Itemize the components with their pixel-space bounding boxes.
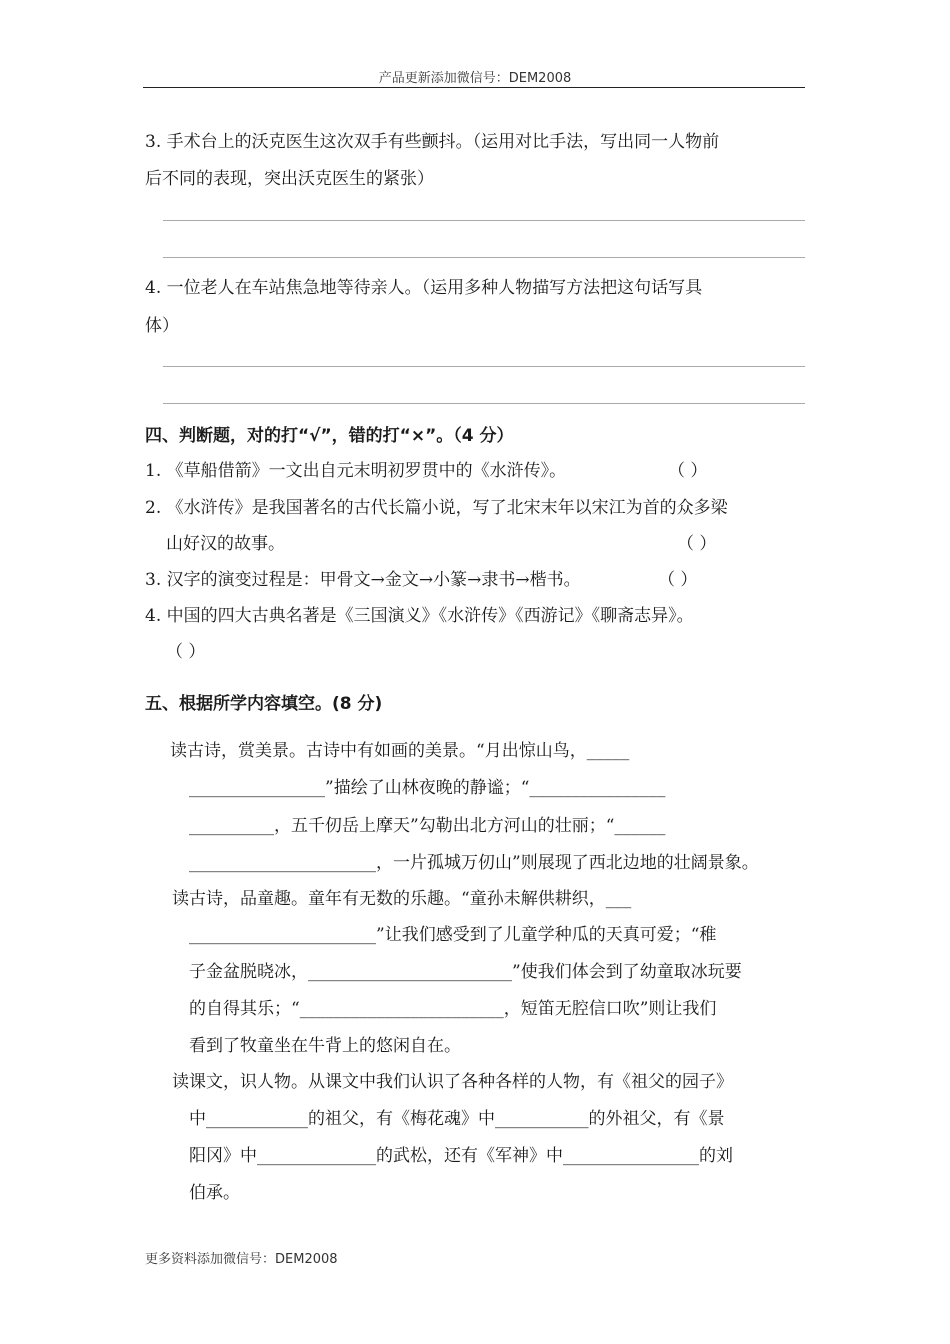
answer-line[interactable] [163, 257, 805, 258]
fill-line: __________，五千仞岳上摩天”勾勒出北方河山的壮丽；“______ [189, 816, 666, 836]
judge-item-1: 1. 《草船借箭》一文出自元末明初罗贯中的《水浒传》。 [145, 461, 567, 481]
fill-line: 伯承。 [189, 1183, 240, 1203]
judge-item-3: 3. 汉字的演变过程是：甲骨文→金文→小篆→隶书→楷书。 [145, 570, 581, 590]
fill-line: 读课文，识人物。从课文中我们认识了各种各样的人物，有《祖父的园子》 [172, 1072, 733, 1092]
answer-line[interactable] [163, 403, 805, 404]
judge-item-2-answer[interactable]: （ ） [677, 534, 717, 554]
judge-item-4-answer[interactable]: （ ） [166, 642, 206, 662]
question-4-line-2: 体） [145, 316, 179, 336]
fill-line: 子金盆脱晓冰，________________________”使我们体会到了幼童取冰玩要 [189, 962, 742, 982]
judge-item-2-line-1: 2. 《水浒传》是我国著名的古代长篇小说，写了北宋末年以宋江为首的众多梁 [145, 498, 728, 518]
fill-line: 读古诗，品童趣。童年有无数的乐趣。“童孙未解供耕织，___ [172, 889, 632, 909]
answer-line[interactable] [163, 220, 805, 221]
section-5-title: 五、根据所学内容填空。(8 分) [145, 694, 383, 714]
fill-line: 读古诗，赏美景。古诗中有如画的美景。“月出惊山鸟，_____ [170, 741, 630, 761]
fill-line: ______________________”让我们感受到了儿童学种瓜的天真可爱；“稚 [189, 925, 717, 945]
fill-line: 看到了牧童坐在牛背上的悠闲自在。 [189, 1036, 461, 1056]
fill-line: 阳冈》中______________的武松，还有《军神》中________________的刘 [189, 1146, 733, 1166]
question-4-line-1: 4. 一位老人在车站焦急地等待亲人。（运用多种人物描写方法把这句话写具 [145, 278, 703, 298]
header-divider [143, 87, 805, 88]
question-3-line-2: 后不同的表现，突出沃克医生的紧张） [145, 169, 434, 189]
page-header: 产品更新添加微信号：DEM2008 [378, 71, 572, 86]
fill-line: ______________________，一片孤城万仞山”则展现了西北边地的壮阔景象。 [189, 853, 759, 873]
fill-line: 的自得其乐；“________________________，短笛无腔信口吹”则让我们 [189, 999, 717, 1019]
judge-item-2-line-2: 山好汉的故事。 [166, 534, 285, 554]
page-footer: 更多资料添加微信号：DEM2008 [145, 1252, 338, 1267]
judge-item-4: 4. 中国的四大古典名著是《三国演义》《水浒传》《西游记》《聊斋志异》。 [145, 606, 694, 626]
judge-item-1-answer[interactable]: （ ） [668, 461, 708, 481]
section-4-title: 四、判断题，对的打“√”，错的打“×”。（4 分） [145, 426, 514, 446]
judge-item-3-answer[interactable]: （ ） [658, 570, 698, 590]
fill-line: ________________”描绘了山林夜晚的静谧；“________________ [189, 778, 666, 798]
answer-line[interactable] [163, 366, 805, 367]
question-3-line-1: 3. 手术台上的沃克医生这次双手有些颤抖。（运用对比手法，写出同一人物前 [145, 132, 720, 152]
fill-line: 中____________的祖父，有《梅花魂》中___________的外祖父，有《景 [189, 1109, 725, 1129]
